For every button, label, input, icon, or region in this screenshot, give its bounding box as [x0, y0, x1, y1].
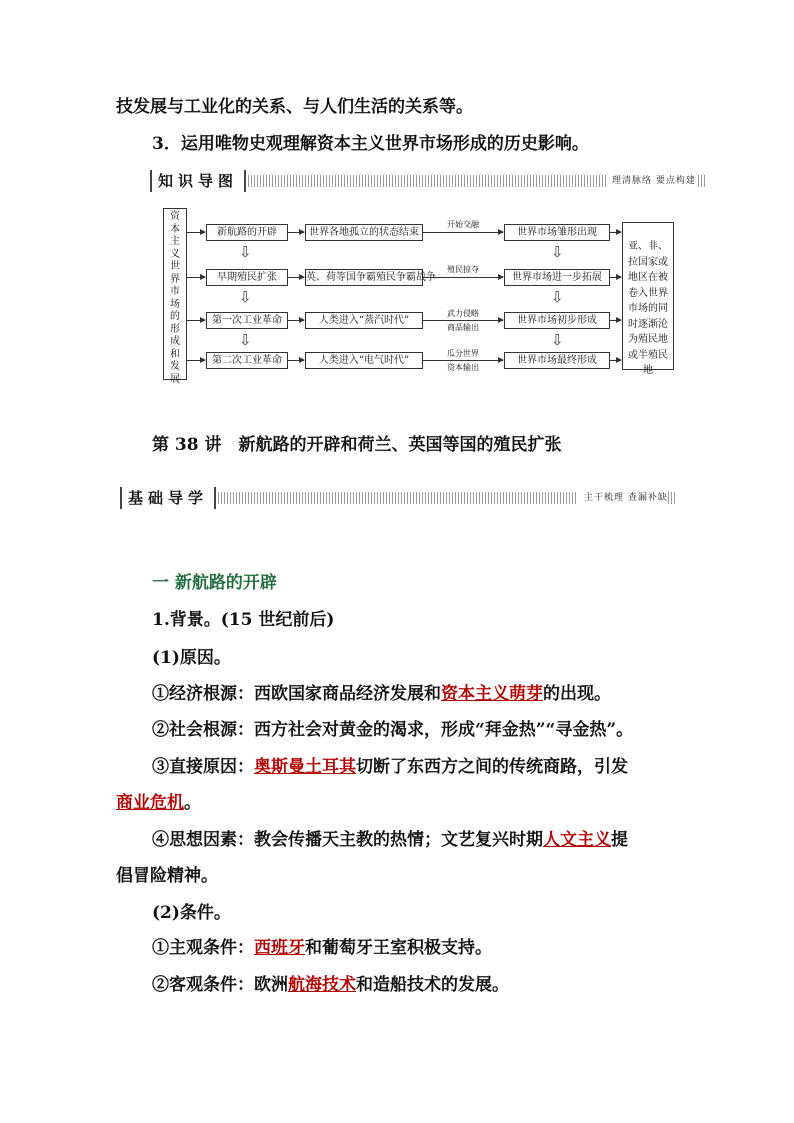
answer-blank: 资本主义萌芽 — [441, 684, 543, 704]
banner-title: 基础导学 — [120, 487, 216, 509]
text: 提 — [611, 830, 628, 850]
edge-label-row1: 开始交融 — [447, 220, 479, 229]
cause-direct-cont — [116, 792, 201, 814]
answer-blank: 奥斯曼土耳其 — [254, 757, 356, 777]
text: ②客观条件：欧洲 — [152, 975, 288, 995]
background-heading: 1.背景。(15 世纪前后) — [152, 610, 335, 630]
down-arrow: ⇩ — [239, 331, 252, 349]
text: 和造船技术的发展。 — [356, 975, 509, 995]
edge-label-row3a: 武力侵略 — [447, 309, 479, 318]
conditions-heading: (2)条件。 — [152, 903, 231, 923]
banner-title: 知识导图 — [150, 170, 246, 192]
node-electric-age: 人类进入“电气时代” — [305, 352, 423, 369]
node-market-initial: 世界市场初步形成 — [504, 312, 610, 329]
basic-guide-banner — [120, 487, 676, 509]
knowledge-map-banner — [150, 170, 706, 192]
edge-label-row3b: 商品输出 — [447, 323, 479, 332]
node-market-embryo: 世界市场雏形出现 — [504, 224, 610, 241]
answer-blank: 人文主义 — [543, 830, 611, 850]
down-arrow: ⇩ — [239, 288, 252, 306]
node-steam-age: 人类进入“蒸汽时代” — [305, 312, 423, 329]
node-market-final: 世界市场最终形成 — [504, 352, 610, 369]
knowledge-diagram — [163, 208, 675, 385]
node-isolation-ended: 世界各地孤立的状态结束 — [305, 224, 423, 241]
text: ④思想因素：教会传播天主教的热情；文艺复兴时期 — [152, 830, 543, 850]
edge-label-row4b: 资本输出 — [447, 363, 479, 372]
node-new-routes: 新航路的开辟 — [206, 224, 288, 241]
text: 的出现。 — [543, 684, 611, 704]
lecture-title: 第 38 讲 新航路的开辟和荷兰、英国等国的殖民扩张 — [152, 435, 562, 455]
down-arrow: ⇩ — [551, 288, 564, 306]
node-early-colonial: 早期殖民扩张 — [206, 269, 288, 286]
answer-blank: 航海技术 — [288, 975, 356, 995]
causes-heading: (1)原因。 — [152, 648, 231, 668]
down-arrow: ⇩ — [551, 331, 564, 349]
node-industrial-rev-2: 第二次工业革命 — [206, 352, 288, 369]
banner-subtitle: 理清脉络 要点构建 — [606, 173, 696, 189]
node-hegemony-wars: 英、荷等国争霸殖民争霸战争 — [305, 269, 423, 286]
text: 。 — [184, 793, 201, 813]
answer-blank: 商业危机 — [116, 793, 184, 813]
down-arrow: ⇩ — [239, 243, 252, 261]
text: ①经济根源：西欧国家商品经济发展和 — [152, 684, 441, 704]
answer-blank: 西班牙 — [254, 938, 305, 958]
condition-subjective — [152, 937, 492, 959]
banner-subtitle: 主干梳理 查漏补缺 — [578, 490, 668, 506]
node-market-expand: 世界市场进一步拓展 — [504, 269, 610, 286]
text: 切断了东西方之间的传统商路，引发 — [356, 757, 628, 777]
edge-label-row4a: 瓜分世界 — [447, 349, 479, 358]
text: 和葡萄牙王室积极支持。 — [305, 938, 492, 958]
cause-economic — [152, 683, 611, 705]
objective-3: 3．运用唯物史观理解资本主义世界市场形成的历史影响。 — [152, 134, 589, 154]
node-industrial-rev-1: 第一次工业革命 — [206, 312, 288, 329]
cause-direct — [152, 756, 628, 778]
section-heading: 一 新航路的开辟 — [152, 573, 277, 593]
cause-ideological — [152, 829, 628, 851]
intro-text-line: 技发展与工业化的关系、与人们生活的关系等。 — [116, 97, 473, 117]
down-arrow: ⇩ — [551, 243, 564, 261]
edge-label-row2: 殖民掠夺 — [447, 265, 479, 274]
cause-ideological-cont: 倡冒险精神。 — [116, 866, 218, 886]
cause-social: ②社会根源：西方社会对黄金的渴求，形成“拜金热”“寻金热”。 — [152, 720, 634, 740]
diagram-left-label: 资本主义世界市场的形成和发展 — [163, 208, 187, 380]
text: ①主观条件： — [152, 938, 254, 958]
text: ③直接原因： — [152, 757, 254, 777]
diagram-right-label: 亚、非、拉国家或地区在被卷入世界市场的同时逐渐沦为殖民地或半殖民地 — [622, 222, 674, 370]
condition-objective — [152, 974, 509, 996]
